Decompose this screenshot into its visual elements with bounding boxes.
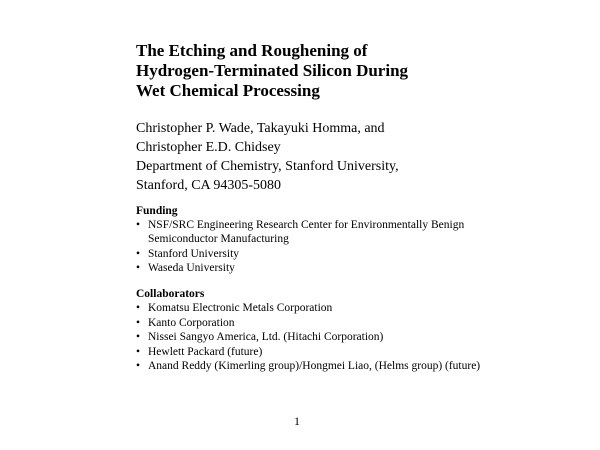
bullet-icon: •: [136, 331, 141, 343]
collaborator-item: • Kanto Corporation: [136, 316, 235, 329]
title-line: Hydrogen-Terminated Silicon During: [136, 61, 409, 80]
bullet-icon: •: [136, 302, 141, 314]
collaborator-item: • Nissei Sangyo America, Ltd. (Hitachi Corporation): [136, 331, 384, 343]
authors-line: Christopher E.D. Chidsey: [136, 140, 281, 155]
bullet-icon: •: [136, 262, 141, 274]
collaborators-heading: Collaborators: [136, 288, 205, 300]
bullet-icon: •: [136, 247, 141, 260]
bullet-icon: •: [136, 219, 141, 231]
bullet-icon: •: [136, 345, 141, 358]
bullet-icon: •: [136, 316, 141, 329]
funding-item: • Waseda University: [136, 262, 235, 274]
collaborators-list: [136, 301, 496, 374]
funding-item: • NSF/SRC Engineering Research Center for Environmentally Benign Semiconductor Manufacturing: [136, 219, 465, 245]
page-number: 1: [294, 414, 300, 428]
affiliation-line: Department of Chemistry, Stanford University,: [136, 159, 399, 174]
title-line: The Etching and Roughening of: [136, 41, 368, 60]
authors-block: [136, 119, 556, 195]
slide-title: [136, 41, 556, 101]
collaborator-item: • Komatsu Electronic Metals Corporation: [136, 302, 333, 314]
title-line: Wet Chemical Processing: [136, 81, 320, 100]
collaborator-item: • Hewlett Packard (future): [136, 345, 263, 358]
funding-list: [136, 218, 496, 276]
collaborator-item: • Anand Reddy (Kimerling group)/Hongmei Liao, (Helms group) (future): [136, 360, 481, 372]
bullet-icon: •: [136, 360, 141, 372]
funding-item: • Stanford University: [136, 247, 240, 260]
affiliation-line: Stanford, CA 94305-5080: [136, 178, 282, 193]
funding-heading: Funding: [136, 205, 178, 217]
authors-line: Christopher P. Wade, Takayuki Homma, and: [136, 121, 385, 136]
